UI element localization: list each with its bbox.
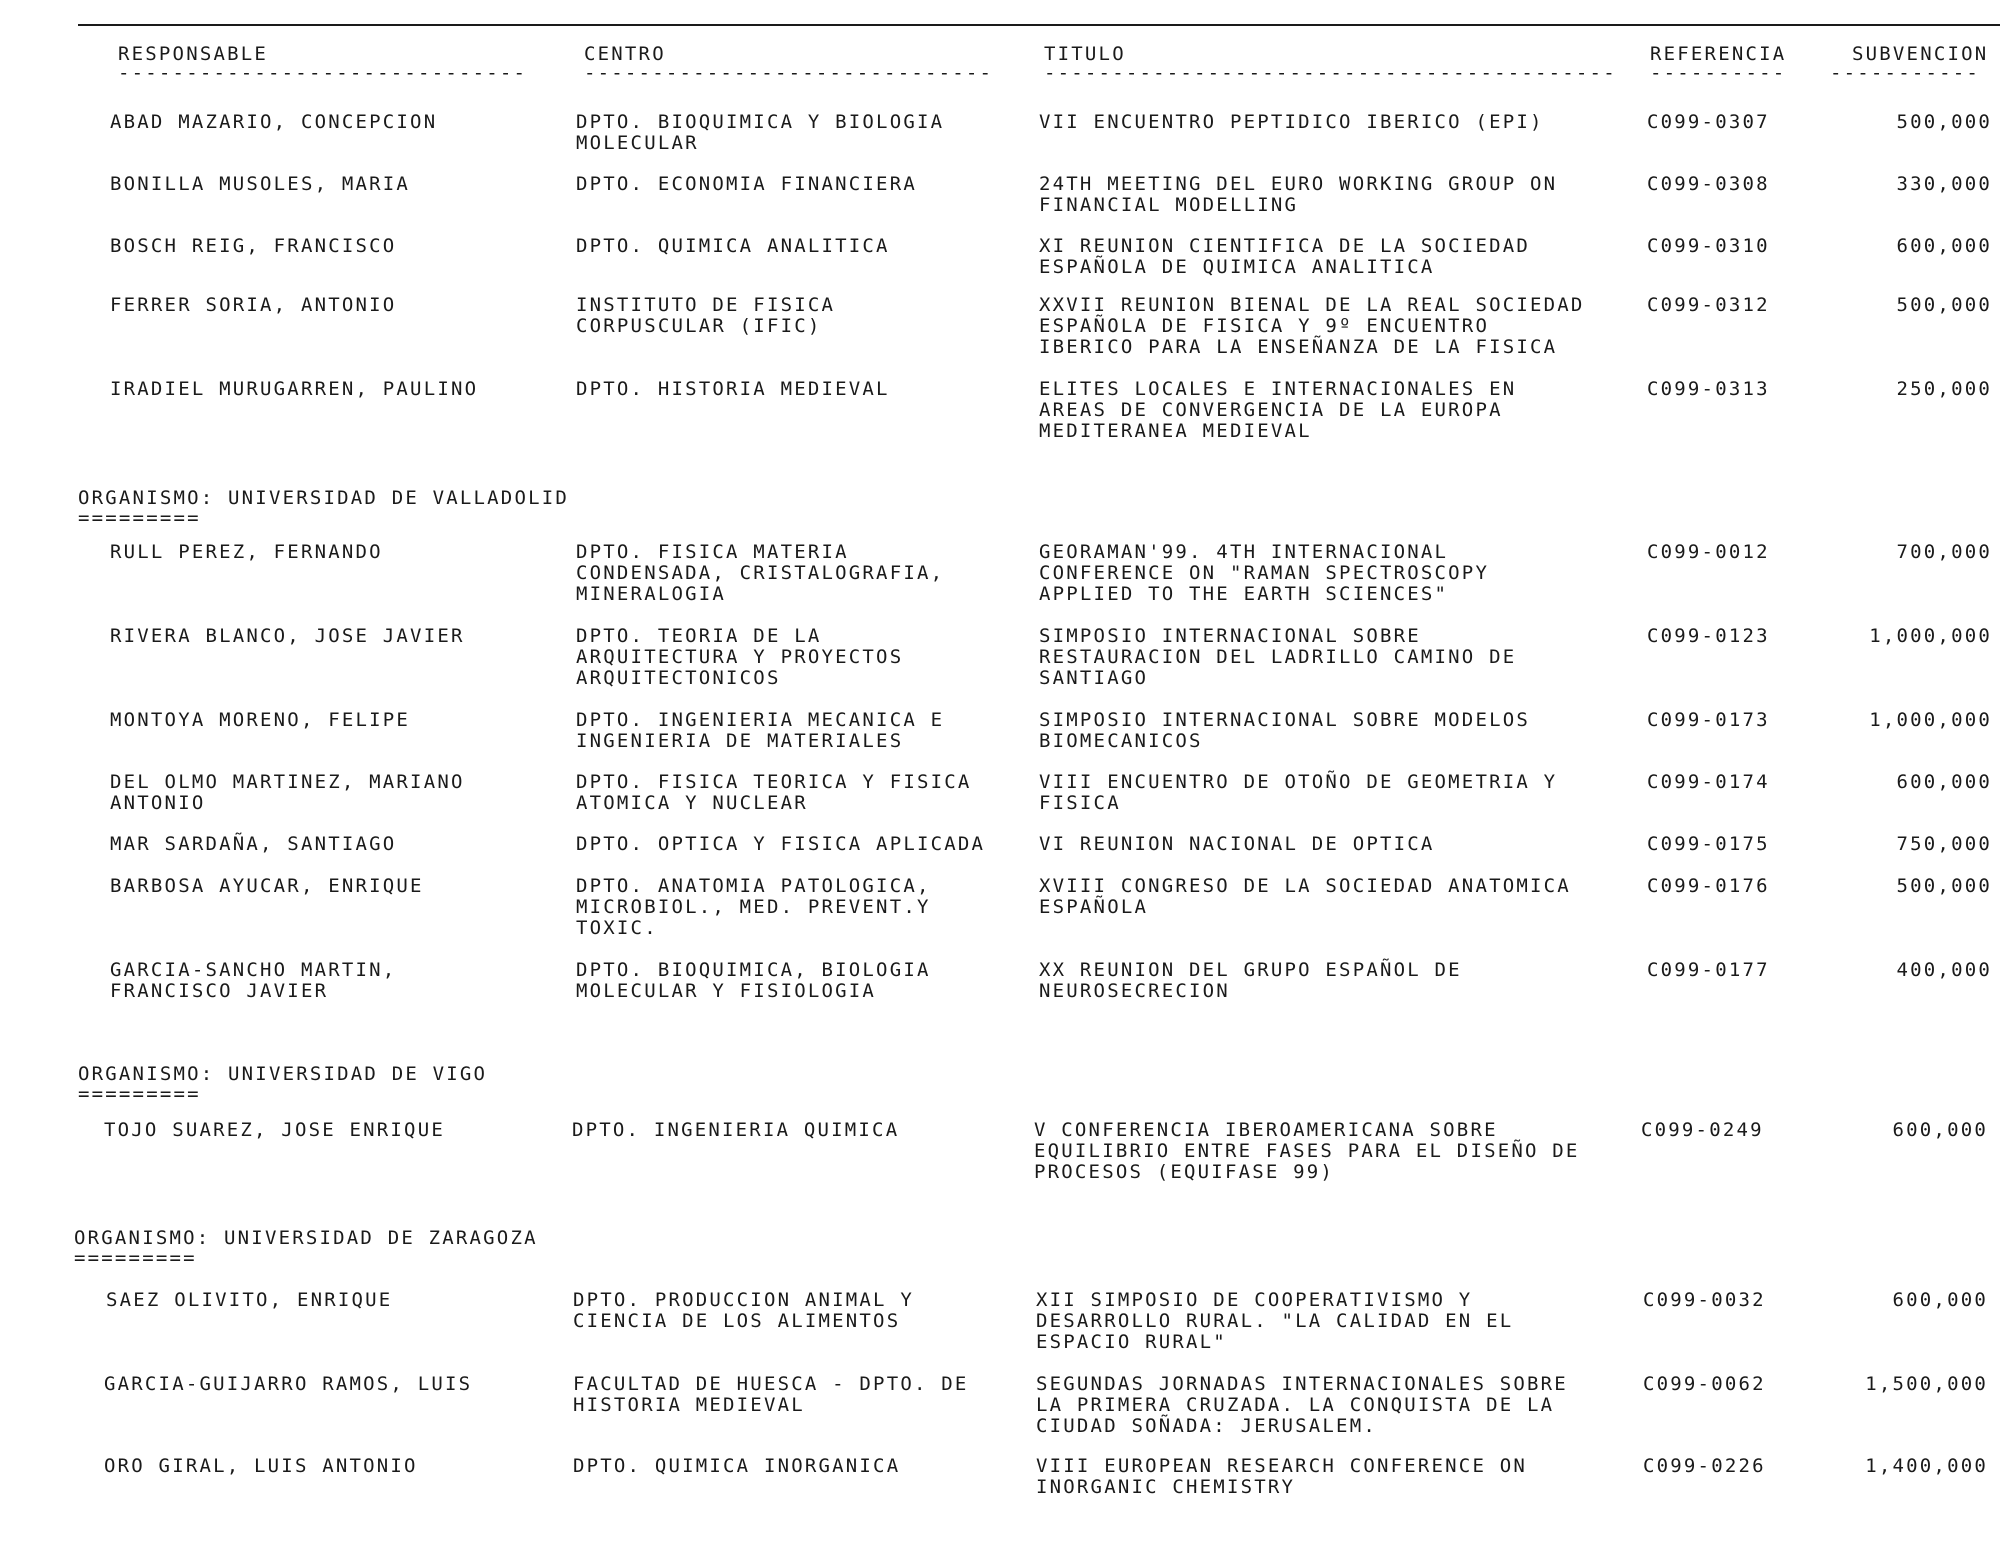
cell-referencia: C099-0173: [1647, 709, 1770, 731]
organism-heading-rule: =========: [78, 1083, 201, 1105]
cell-subvencion: 600,000: [1896, 771, 1992, 793]
cell-responsable: RIVERA BLANCO, JOSE JAVIER: [110, 625, 465, 647]
cell-responsable: FERRER SORIA, ANTONIO: [110, 294, 397, 316]
header-centro: CENTRO: [584, 43, 666, 65]
cell-responsable: ORO GIRAL, LUIS ANTONIO: [104, 1455, 418, 1477]
cell-referencia: C099-0312: [1647, 294, 1770, 316]
cell-referencia: C099-0123: [1647, 625, 1770, 647]
cell-responsable: BONILLA MUSOLES, MARIA: [110, 173, 411, 195]
cell-centro: DPTO. OPTICA Y FISICA APLICADA: [576, 833, 986, 855]
header-rule-centro: ------------------------------: [584, 63, 994, 84]
cell-referencia: C099-0176: [1647, 875, 1770, 897]
cell-subvencion: 750,000: [1896, 833, 1992, 855]
cell-titulo: GEORAMAN'99. 4TH INTERNACIONAL CONFERENCE ON "RAMAN SPECTROSCOPY APPLIED TO THE EARTH SCIENCES": [1039, 541, 1490, 605]
organism-heading: ORGANISMO: UNIVERSIDAD DE VIGO: [78, 1063, 488, 1085]
cell-referencia: C099-0226: [1643, 1455, 1766, 1477]
cell-centro: DPTO. INGENIERIA MECANICA E INGENIERIA DE MATERIALES: [576, 709, 945, 752]
cell-responsable: IRADIEL MURUGARREN, PAULINO: [110, 378, 479, 400]
cell-titulo: VI REUNION NACIONAL DE OPTICA: [1039, 833, 1435, 855]
cell-subvencion: 250,000: [1896, 378, 1992, 400]
cell-responsable: SAEZ OLIVITO, ENRIQUE: [106, 1289, 393, 1311]
cell-responsable: BARBOSA AYUCAR, ENRIQUE: [110, 875, 424, 897]
header-rule-titulo: ------------------------------------------: [1044, 63, 1617, 84]
cell-centro: DPTO. QUIMICA ANALITICA: [576, 235, 890, 257]
cell-titulo: SIMPOSIO INTERNACIONAL SOBRE RESTAURACION DEL LADRILLO CAMINO DE SANTIAGO: [1039, 625, 1517, 689]
cell-responsable: TOJO SUAREZ, JOSE ENRIQUE: [104, 1119, 445, 1141]
cell-responsable: GARCIA-SANCHO MARTIN, FRANCISCO JAVIER: [110, 959, 397, 1002]
cell-subvencion: 700,000: [1896, 541, 1992, 563]
cell-centro: DPTO. FISICA MATERIA CONDENSADA, CRISTALOGRAFIA, MINERALOGIA: [576, 541, 945, 605]
cell-referencia: C099-0313: [1647, 378, 1770, 400]
cell-centro: DPTO. HISTORIA MEDIEVAL: [576, 378, 890, 400]
header-subvencion: SUBVENCION: [1852, 43, 1989, 65]
cell-responsable: ABAD MAZARIO, CONCEPCION: [110, 111, 438, 133]
cell-titulo: VIII ENCUENTRO DE OTOÑO DE GEOMETRIA Y FISICA: [1039, 771, 1558, 814]
cell-referencia: C099-0062: [1643, 1373, 1766, 1395]
cell-titulo: XI REUNION CIENTIFICA DE LA SOCIEDAD ESPAÑOLA DE QUIMICA ANALITICA: [1039, 235, 1531, 278]
organism-heading-rule: =========: [74, 1247, 197, 1269]
cell-responsable: BOSCH REIG, FRANCISCO: [110, 235, 397, 257]
cell-referencia: C099-0310: [1647, 235, 1770, 257]
header-rule-referencia: ----------: [1650, 63, 1787, 84]
cell-titulo: XVIII CONGRESO DE LA SOCIEDAD ANATOMICA ESPAÑOLA: [1039, 875, 1571, 918]
cell-titulo: XX REUNION DEL GRUPO ESPAÑOL DE NEUROSECRECION: [1039, 959, 1462, 1002]
cell-subvencion: 500,000: [1896, 111, 1992, 133]
cell-centro: DPTO. ECONOMIA FINANCIERA: [576, 173, 917, 195]
cell-subvencion: 600,000: [1892, 1289, 1988, 1311]
cell-centro: DPTO. TEORIA DE LA ARQUITECTURA Y PROYECTOS ARQUITECTONICOS: [576, 625, 904, 689]
header-titulo: TITULO: [1044, 43, 1126, 65]
cell-subvencion: 600,000: [1892, 1119, 1988, 1141]
cell-titulo: 24TH MEETING DEL EURO WORKING GROUP ON FINANCIAL MODELLING: [1039, 173, 1558, 216]
cell-referencia: C099-0175: [1647, 833, 1770, 855]
cell-titulo: VIII EUROPEAN RESEARCH CONFERENCE ON INORGANIC CHEMISTRY: [1036, 1455, 1528, 1498]
header-rule-responsable: ------------------------------: [118, 63, 528, 84]
cell-titulo: XXVII REUNION BIENAL DE LA REAL SOCIEDAD ESPAÑOLA DE FISICA Y 9º ENCUENTRO IBERICO PARA LA ENSEÑANZA DE LA FISICA: [1039, 294, 1585, 358]
cell-referencia: C099-0307: [1647, 111, 1770, 133]
cell-centro: DPTO. ANATOMIA PATOLOGICA, MICROBIOL., MED. PREVENT.Y TOXIC.: [576, 875, 931, 939]
cell-subvencion: 1,000,000: [1869, 709, 1992, 731]
cell-centro: DPTO. BIOQUIMICA, BIOLOGIA MOLECULAR Y FISIOLOGIA: [576, 959, 931, 1002]
cell-subvencion: 330,000: [1896, 173, 1992, 195]
cell-titulo: XII SIMPOSIO DE COOPERATIVISMO Y DESARROLLO RURAL. "LA CALIDAD EN EL ESPACIO RURAL": [1036, 1289, 1514, 1353]
cell-titulo: SIMPOSIO INTERNACIONAL SOBRE MODELOS BIOMECANICOS: [1039, 709, 1531, 752]
cell-referencia: C099-0032: [1643, 1289, 1766, 1311]
cell-titulo: V CONFERENCIA IBEROAMERICANA SOBRE EQUILIBRIO ENTRE FASES PARA EL DISEÑO DE PROCESOS (EQUIFASE 99): [1034, 1119, 1580, 1183]
cell-referencia: C099-0012: [1647, 541, 1770, 563]
header-referencia: REFERENCIA: [1650, 43, 1787, 65]
cell-referencia: C099-0174: [1647, 771, 1770, 793]
cell-subvencion: 400,000: [1896, 959, 1992, 981]
cell-subvencion: 600,000: [1896, 235, 1992, 257]
cell-centro: DPTO. FISICA TEORICA Y FISICA ATOMICA Y NUCLEAR: [576, 771, 972, 814]
cell-responsable: MONTOYA MORENO, FELIPE: [110, 709, 411, 731]
cell-centro: DPTO. PRODUCCION ANIMAL Y CIENCIA DE LOS ALIMENTOS: [573, 1289, 914, 1332]
organism-heading-rule: =========: [78, 507, 201, 529]
cell-subvencion: 500,000: [1896, 875, 1992, 897]
cell-titulo: SEGUNDAS JORNADAS INTERNACIONALES SOBRE LA PRIMERA CRUZADA. LA CONQUISTA DE LA CIUDAD SOÑADA: JERUSALEM.: [1036, 1373, 1568, 1437]
cell-referencia: C099-0308: [1647, 173, 1770, 195]
header-responsable: RESPONSABLE: [118, 43, 269, 65]
organism-heading: ORGANISMO: UNIVERSIDAD DE ZARAGOZA: [74, 1227, 538, 1249]
organism-heading: ORGANISMO: UNIVERSIDAD DE VALLADOLID: [78, 487, 570, 509]
cell-centro: FACULTAD DE HUESCA - DPTO. DE HISTORIA MEDIEVAL: [573, 1373, 969, 1416]
cell-responsable: DEL OLMO MARTINEZ, MARIANO ANTONIO: [110, 771, 465, 814]
cell-subvencion: 500,000: [1896, 294, 1992, 316]
cell-responsable: MAR SARDAÑA, SANTIAGO: [110, 833, 397, 855]
header-rule-subvencion: -----------: [1830, 63, 1981, 84]
cell-referencia: C099-0249: [1641, 1119, 1764, 1141]
cell-centro: INSTITUTO DE FISICA CORPUSCULAR (IFIC): [576, 294, 836, 337]
cell-titulo: VII ENCUENTRO PEPTIDICO IBERICO (EPI): [1039, 111, 1544, 133]
cell-responsable: GARCIA-GUIJARRO RAMOS, LUIS: [104, 1373, 473, 1395]
cell-titulo: ELITES LOCALES E INTERNACIONALES EN AREAS DE CONVERGENCIA DE LA EUROPA MEDITERANEA MEDIEVAL: [1039, 378, 1517, 442]
cell-referencia: C099-0177: [1647, 959, 1770, 981]
cell-responsable: RULL PEREZ, FERNANDO: [110, 541, 383, 563]
cell-subvencion: 1,500,000: [1865, 1373, 1988, 1395]
top-rule: [78, 24, 2000, 26]
cell-subvencion: 1,000,000: [1869, 625, 1992, 647]
cell-centro: DPTO. QUIMICA INORGANICA: [573, 1455, 901, 1477]
cell-centro: DPTO. INGENIERIA QUIMICA: [572, 1119, 900, 1141]
cell-centro: DPTO. BIOQUIMICA Y BIOLOGIA MOLECULAR: [576, 111, 945, 154]
cell-subvencion: 1,400,000: [1865, 1455, 1988, 1477]
